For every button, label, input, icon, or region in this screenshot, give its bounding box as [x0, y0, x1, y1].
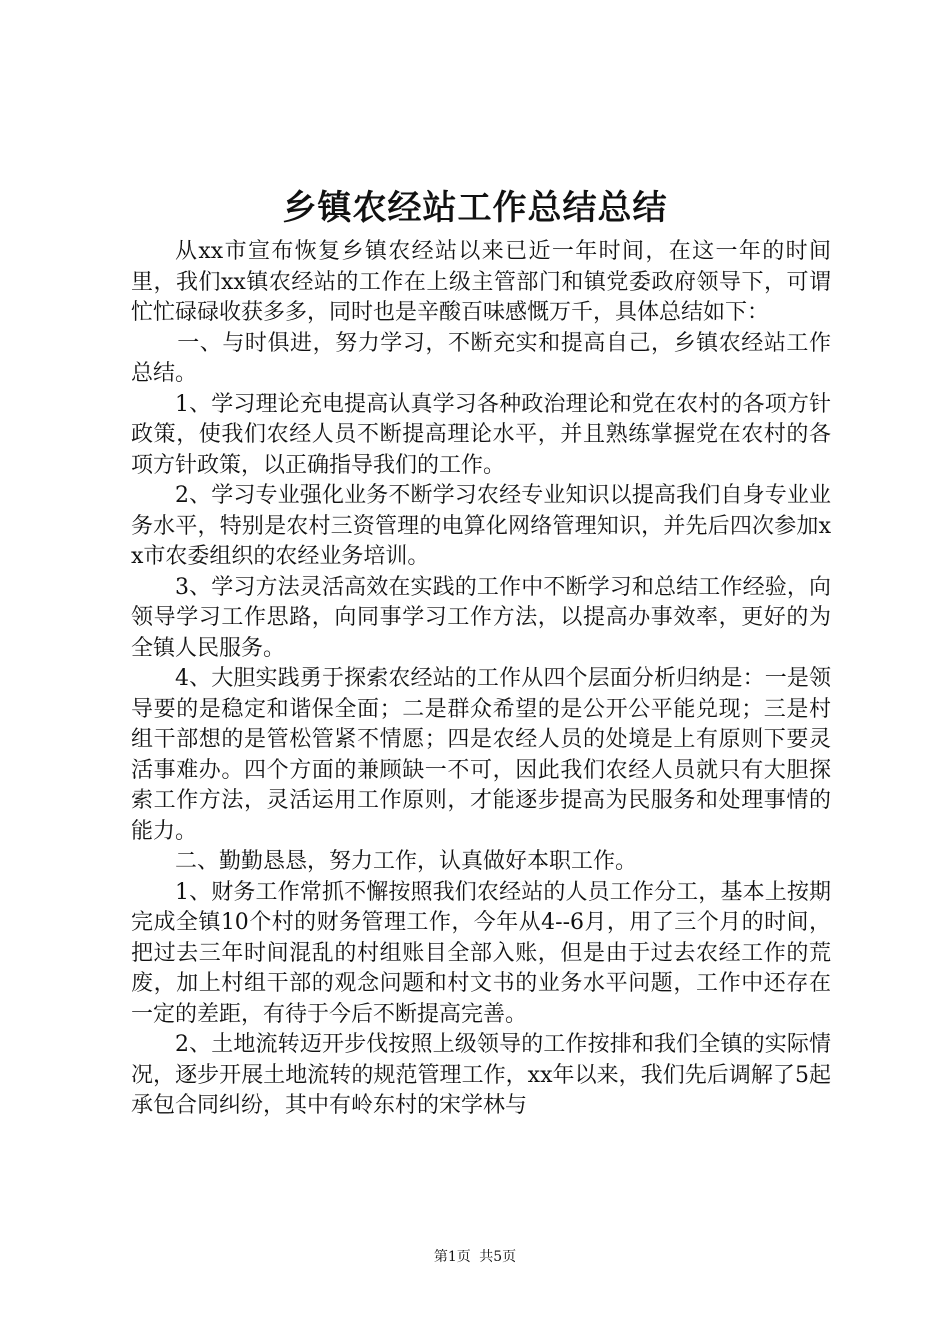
section-heading-2: 二、勤勤恳恳，努力工作，认真做好本职工作。	[175, 849, 638, 874]
section-heading-1: 一、与时俱进，努力学习，不断充实和提高自己，乡镇农经站工作总结。	[131, 330, 831, 386]
page-number: 第1页	[433, 1249, 471, 1265]
paragraph-intro: 从xx市宣布恢复乡镇农经站以来已近一年时间，在这一年的时间里，我们xx镇农经站的工作在上级主管部门和镇党委政府领导下，可谓忙忙碌碌收获多多，同时也是辛酸百味感慨万千，具体总结如下：	[131, 239, 831, 325]
paragraph-item-2-1: 1、财务工作常抓不懈按照我们农经站的人员工作分工，基本上按期完成全镇10个村的财务管理工作，今年从4--6月，用了三个月的时间，把过去三年时间混乱的村组账目全部入账，但是由于过去农经工作的荒废，加上村组干部的观念问题和村文书的业务水平问题，工作中还存在一定的差距，有待于今后不断提高完善。	[131, 879, 831, 1027]
paragraph-item-1-2: 2、学习专业强化业务不断学习农经专业知识以提高我们自身专业业务水平，特别是农村三资管理的电算化网络管理知识，并先后四次参加xx市农委组织的农经业务培训。	[131, 483, 831, 569]
paragraph-item-1-3: 3、学习方法灵活高效在实践的工作中不断学习和总结工作经验，向领导学习工作思路，向同事学习工作方法，以提高办事效率，更好的为全镇人民服务。	[131, 574, 831, 661]
document-title: 乡镇农经站工作总结总结	[282, 188, 668, 228]
paragraph-item-1-1: 1、学习理论充电提高认真学习各种政治理论和党在农村的各项方针政策，使我们农经人员不断提高理论水平，并且熟练掌握党在农村的各项方针政策，以正确指导我们的工作。	[131, 391, 831, 478]
page-footer	[0, 1247, 950, 1267]
paragraph-item-2-2: 2、土地流转迈开步伐按照上级领导的工作按排和我们全镇的实际情况，逐步开展土地流转的规范管理工作，xx年以来，我们先后调解了5起承包合同纠纷，其中有岭东村的宋学林与	[131, 1032, 831, 1118]
document-body	[131, 237, 831, 1122]
page-total: 共5页	[479, 1249, 517, 1265]
paragraph-item-1-4: 4、大胆实践勇于探索农经站的工作从四个层面分析归纳是：一是领导要的是稳定和谐保全面；二是群众希望的是公开公平能兑现；三是村组干部想的是管松管紧不情愿；四是农经人员的处境是上有原则下要灵活事难办。四个方面的兼顾缺一不可，因此我们农经人员就只有大胆探索工作方法，灵活运用工作原则，才能逐步提高为民服务和处理事情的能力。	[131, 666, 831, 844]
